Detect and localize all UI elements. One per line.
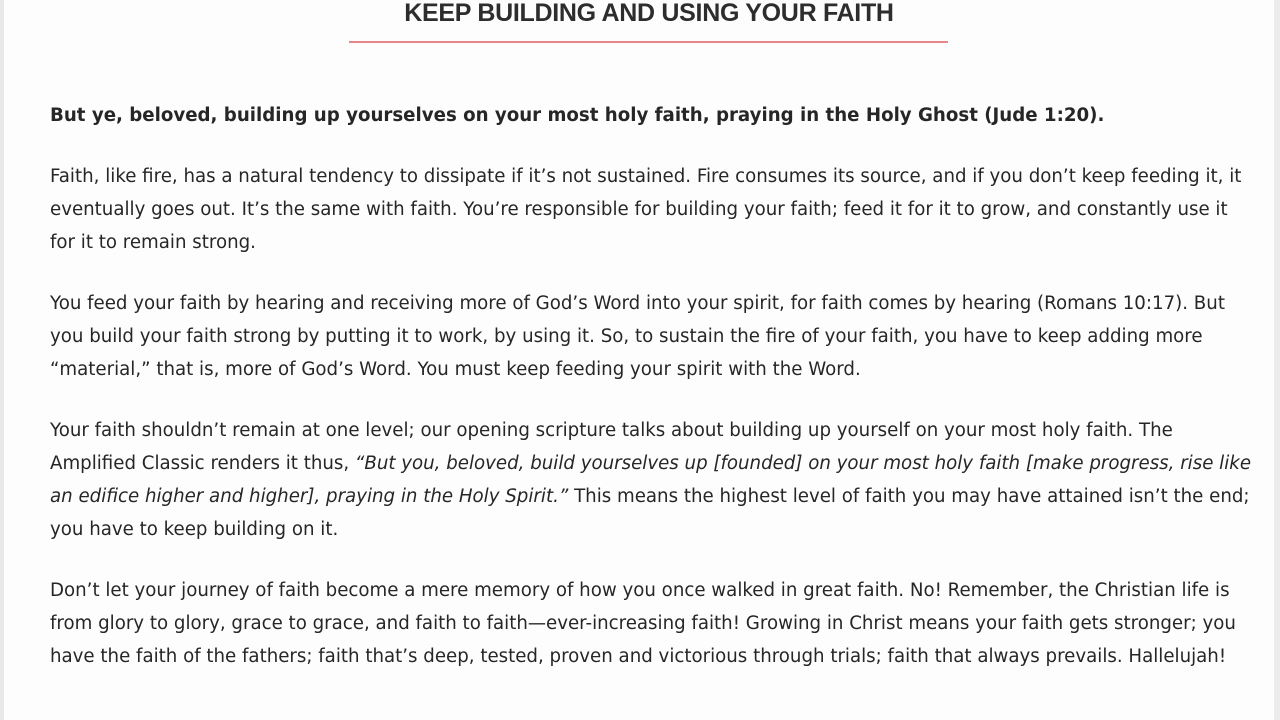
paragraph-3	[50, 414, 1255, 546]
amplified-quote: “But you, beloved, build yourselves up [founded] on your most holy faith [make progress, rise like an edifice higher and higher], praying in the Holy Spirit.”	[50, 453, 1252, 507]
paragraph-1: Faith, like fire, has a natural tendency to dissipate if it’s not sustained. Fire consumes its source, and if you don’t keep feeding it, it eventually goes out. It’s the same with faith. You’re responsible for building your faith; feed it for it to grow, and constantly use it for it to remain strong.	[50, 166, 1242, 253]
scrollbar-track[interactable]	[1274, 0, 1280, 720]
left-edge-divider	[0, 0, 4, 720]
article-title: KEEP BUILDING AND USING YOUR FAITH	[404, 0, 894, 27]
paragraph-2: You feed your faith by hearing and receiving more of God’s Word into your spirit, for faith comes by hearing (Romans 10:17). But you build your faith strong by putting it to work, by using it. So, to sustain the fire of your faith, you have to keep adding more “material,” that is, more of God’s Word. You must keep feeding your spirit with the Word.	[50, 293, 1225, 380]
paragraph-3-text-end: This means the highest level of faith you may have attained isn’t the end; you have to keep building on it.	[50, 486, 1250, 540]
paragraph-4: Don’t let your journey of faith become a mere memory of how you once walked in great faith. No! Remember, the Christian life is from glory to glory, grace to grace, and faith to faith—ever-increasing faith! Growing in Christ means your faith gets stronger; you have the faith of the fathers; faith that’s deep, tested, proven and victorious through trials; faith that always prevails. Hallelujah!	[50, 580, 1236, 667]
article-body	[50, 99, 1255, 673]
scripture-verse: But ye, beloved, building up yourselves on your most holy faith, praying in the Holy Ghost (Jude 1:20).	[50, 105, 1105, 126]
paragraph-3-text-start: Your faith shouldn’t remain at one level; our opening scripture talks about building up yourself on your most holy faith. The Amplified Classic renders it thus,	[50, 420, 1173, 474]
title-underline	[349, 41, 948, 43]
